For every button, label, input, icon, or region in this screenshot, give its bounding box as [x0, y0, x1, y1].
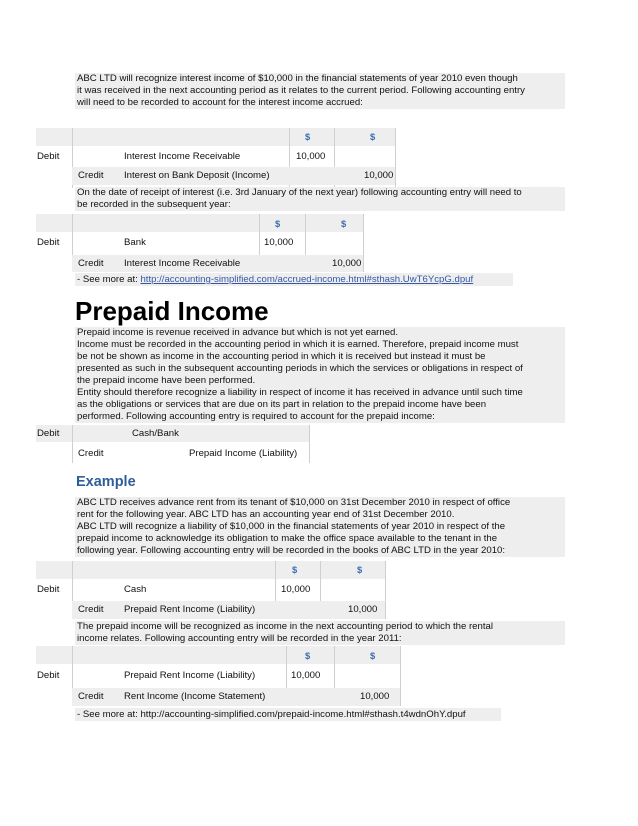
table-row-type: Credit: [78, 170, 104, 181]
table-row-credit-amount: 10,000: [332, 258, 362, 269]
table-row-type: Credit: [78, 691, 104, 702]
debit-column-header: $: [305, 650, 311, 661]
table-row-account: Bank: [124, 237, 146, 248]
accrued-income-link[interactable]: http://accounting-simplified.com/accrued-income.html#sthash.UwT6YcpG.dpuf: [140, 274, 474, 285]
table-row-type: Debit: [37, 428, 60, 439]
credit-column-header: $: [370, 650, 376, 661]
table-row-type: Debit: [37, 151, 60, 162]
debit-column-header: $: [275, 218, 281, 229]
debit-column-header: $: [305, 131, 311, 142]
table-row-debit-amount: 10,000: [291, 670, 321, 681]
recognition-paragraph: The prepaid income will be recognized as income in the next accounting period to which the rental income relates. Following accounting entry will be recorded in the year 2011:: [75, 621, 565, 645]
table-row-type: Credit: [78, 448, 104, 459]
credit-column-header: $: [341, 218, 347, 229]
table-row-account: Prepaid Rent Income (Liability): [124, 670, 256, 681]
table-row-account: Cash: [124, 584, 147, 595]
table-row-account: Interest Income Receivable: [124, 151, 241, 162]
table-row-account: Prepaid Income (Liability): [189, 448, 298, 459]
example-body: ABC LTD receives advance rent from its tenant of $10,000 on 31st December 2010 in respect of office rent for the following year. ABC LTD has an accounting year end of 31st December 2010. ABC LTD will recognize a liability of $10,000 in the financial statements of year 2010 in respect of the prepaid income to acknowledge its obligation to make the office space available to the tenant in the following year. Following accounting entry will be recorded in the books of ABC LTD in the year 2010:: [75, 497, 565, 557]
see-more-prepaid: - See more at: http://accounting-simplified.com/prepaid-income.html#sthash.t4wdnOhY.dpuf: [75, 708, 501, 721]
receipt-paragraph: On the date of receipt of interest (i.e. 3rd January of the next year) following accounting entry will need to be recorded in the subsequent year:: [75, 187, 565, 211]
table-row-credit-amount: 10,000: [364, 170, 394, 181]
table-row-debit-amount: 10,000: [281, 584, 311, 595]
table-row-account: Interest on Bank Deposit (Income): [124, 170, 270, 181]
table-row-account: Cash/Bank: [132, 428, 179, 439]
credit-column-header: $: [370, 131, 376, 142]
table-row-type: Debit: [37, 584, 60, 595]
table-row-debit-amount: 10,000: [296, 151, 326, 162]
table-row-account: Prepaid Rent Income (Liability): [124, 604, 256, 615]
table-row-account: Interest Income Receivable: [124, 258, 241, 269]
table-row-type: Debit: [37, 237, 60, 248]
example-heading: Example: [76, 474, 136, 490]
table-row-type: Debit: [37, 670, 60, 681]
table-row-credit-amount: 10,000: [360, 691, 390, 702]
table-row-type: Credit: [78, 604, 104, 615]
table-row-type: Credit: [78, 258, 104, 269]
table-row-debit-amount: 10,000: [264, 237, 294, 248]
prepaid-income-body: Prepaid income is revenue received in advance but which is not yet earned. Income must be recorded in the accounting period in which it is earned. Therefore, prepaid income must be not be shown as income in the accounting period in which it is received but instead it must be presented as such in the subsequent accounting periods in which the services or obligations in respect of the prepaid income have been performed. Entity should therefore recognize a liability in respect of income it has received in advance until such time as the obligations or services that are due on its part in relation to the prepaid income have been performed. Following accounting entry is required to account for the prepaid income:: [75, 327, 565, 423]
prepaid-income-heading: Prepaid Income: [75, 296, 269, 326]
debit-column-header: $: [292, 564, 298, 575]
table-row-account: Rent Income (Income Statement): [124, 691, 266, 702]
credit-column-header: $: [357, 564, 363, 575]
see-more-accrued: - See more at: http://accounting-simplified.com/accrued-income.html#sthash.UwT6YcpG.dpuf: [75, 273, 513, 286]
table-header-row: [36, 128, 395, 146]
table-row-credit-amount: 10,000: [348, 604, 378, 615]
intro-paragraph: ABC LTD will recognize interest income of $10,000 in the financial statements of year 2010 even though it was received in the next accounting period as it relates to the current period. Following accounting entry will need to be recorded to account for the interest income accrued:: [75, 73, 565, 109]
